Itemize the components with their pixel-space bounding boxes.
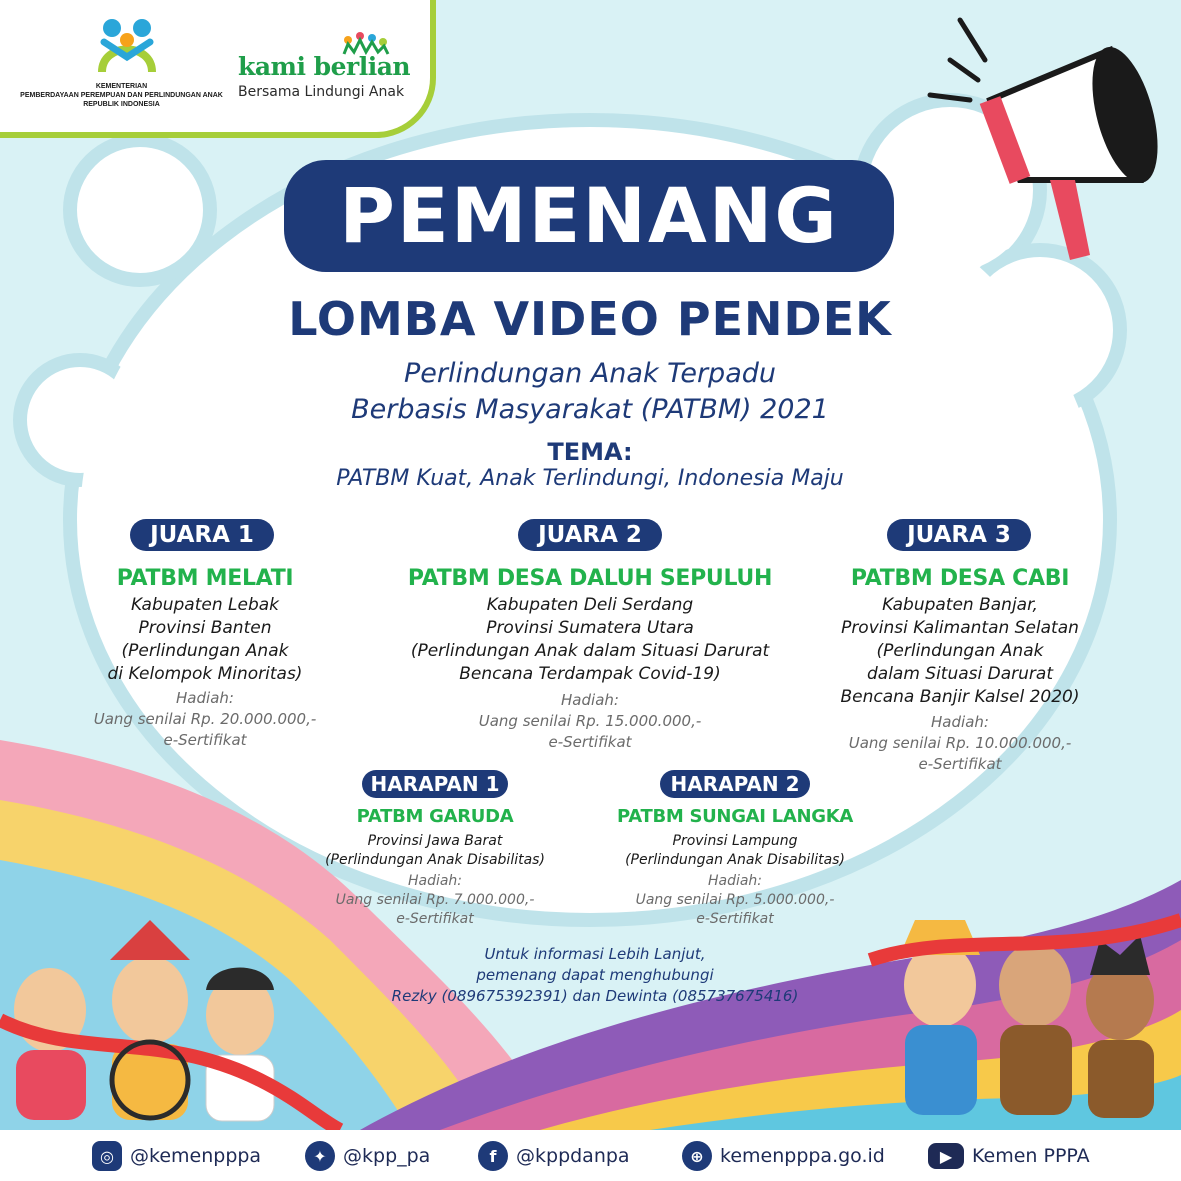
globe-icon: ⊕ (682, 1141, 712, 1171)
tema-label: TEMA: (547, 438, 633, 466)
youtube-link[interactable]: ▶ Kemen PPPA (928, 1140, 1090, 1172)
winner-desc-harapan-1: Provinsi Jawa Barat (Perlindungan Anak Disabilitas) (325, 833, 545, 868)
twitter-icon: ✦ (305, 1141, 335, 1171)
rank-badge-juara-3: JUARA 3 (887, 519, 1031, 551)
prize-juara-2: Hadiah: Uang senilai Rp. 15.000.000,- e-Sertifikat (478, 691, 702, 751)
winner-name-juara-3: PATBM DESA CABI (850, 566, 1070, 591)
facebook-link[interactable]: f @kppdanpa (478, 1140, 630, 1172)
logo-card (0, 0, 436, 138)
facebook-icon: f (478, 1141, 508, 1171)
youtube-icon: ▶ (928, 1143, 964, 1169)
website-link[interactable]: ⊕ kemenpppa.go.id (682, 1140, 885, 1172)
event-line-1: Perlindungan Anak Terpadu (403, 358, 776, 389)
prize-juara-3: Hadiah: Uang senilai Rp. 10.000.000,- e-Sertifikat (848, 713, 1072, 773)
prize-juara-1: Hadiah: Uang senilai Rp. 20.000.000,- e-Sertifikat (93, 689, 317, 749)
prize-harapan-2: Hadiah: Uang senilai Rp. 5.000.000,- e-Sertifikat (635, 873, 835, 927)
winner-desc-juara-2: Kabupaten Deli Serdang Provinsi Sumatera Utara (Perlindungan Anak dalam Situasi Darurat Bencana Terdampak Covid-19) (410, 595, 770, 684)
instagram-link[interactable]: ◎ @kemenpppa (92, 1140, 261, 1172)
winner-name-juara-2: PATBM DESA DALUH SEPULUH (407, 566, 773, 591)
rank-badge-harapan-1: HARAPAN 1 (362, 770, 508, 798)
campaign-subtitle: Bersama Lindungi Anak (238, 84, 405, 100)
tema-value: PATBM Kuat, Anak Terlindungi, Indonesia Maju (336, 466, 844, 491)
winner-desc-juara-3: Kabupaten Banjar, Provinsi Kalimantan Selatan (Perlindungan Anak dalam Situasi Darurat Bencana Banjir Kalsel 2020) (840, 595, 1080, 707)
prize-harapan-1: Hadiah: Uang senilai Rp. 7.000.000,- e-Sertifikat (335, 873, 535, 927)
instagram-icon: ◎ (92, 1141, 122, 1171)
contact-info: Untuk informasi Lebih Lanjut, pemenang dapat menghubungi Rezky (089675392391) dan Dewinta (085737675416) (391, 945, 799, 1005)
kemenpppa-logo (92, 12, 162, 78)
winner-desc-harapan-2: Provinsi Lampung (Perlindungan Anak Disabilitas) (625, 833, 845, 868)
winner-name-harapan-1: PATBM GARUDA (356, 806, 514, 827)
winner-name-juara-1: PATBM MELATI (116, 566, 294, 591)
rank-badge-harapan-2: HARAPAN 2 (660, 770, 810, 798)
campaign-title: kami berlian (238, 52, 411, 81)
page-title: PEMENANG (339, 171, 839, 260)
rank-badge-juara-2: JUARA 2 (518, 519, 662, 551)
winner-desc-juara-1: Kabupaten Lebak Provinsi Banten (Perlindungan Anak di Kelompok Minoritas) (107, 595, 303, 684)
rank-badge-juara-1: JUARA 1 (130, 519, 274, 551)
ministry-name: KEMENTERIAN PEMBERDAYAAN PEREMPUAN DAN PERLINDUNGAN ANAK REPUBLIK INDONESIA (20, 83, 223, 108)
twitter-link[interactable]: ✦ @kpp_pa (305, 1140, 430, 1172)
event-line-2: Berbasis Masyarakat (PATBM) 2021 (351, 394, 829, 425)
winner-name-harapan-2: PATBM SUNGAI LANGKA (617, 806, 853, 827)
competition-subtitle: LOMBA VIDEO PENDEK (288, 292, 892, 346)
